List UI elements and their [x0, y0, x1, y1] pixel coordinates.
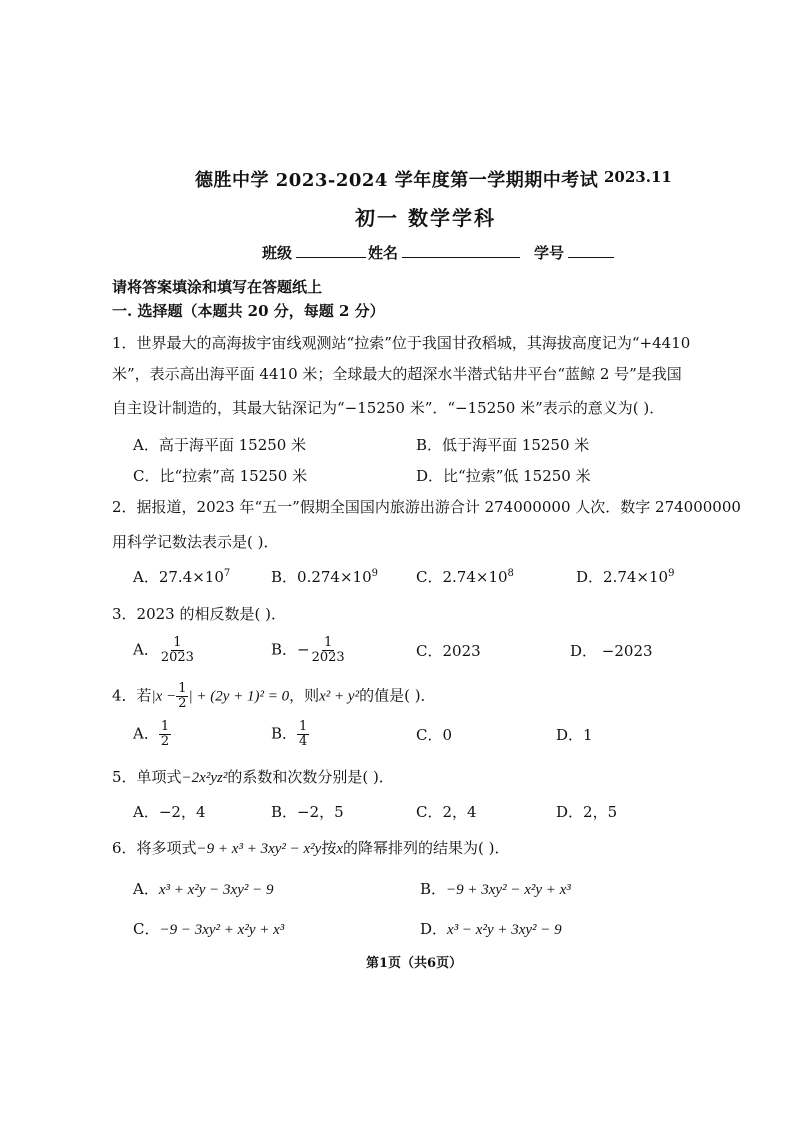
option-expression: −9 + 3xy² − x²y + x³	[446, 882, 571, 898]
q4-option-c[interactable]: C．0	[416, 726, 453, 744]
option-label: B．	[420, 880, 447, 898]
class-field[interactable]	[262, 242, 370, 263]
instruction: 请将答案填涂和填写在答题纸上	[112, 278, 323, 296]
q4-option-b[interactable]	[271, 720, 309, 749]
fraction	[176, 682, 188, 711]
q5-option-b[interactable]: B．−2，5	[271, 803, 344, 821]
fraction	[159, 636, 196, 665]
q3-option-d[interactable]: D． −2023	[570, 642, 653, 660]
q5-option-c[interactable]: C．2，4	[416, 803, 477, 821]
q4-prefix: 4．若	[112, 686, 152, 705]
option-label: A．	[133, 640, 159, 659]
number-label: 学号	[534, 244, 565, 262]
q4-option-d[interactable]: D．1	[556, 726, 593, 744]
fraction	[297, 720, 309, 749]
q1-stem-line2: 米”，表示高出海平面 4410 米；全球最大的超深水半潜式钻井平台“蓝鲸 2 号”是我国	[112, 365, 682, 383]
option-label: A．	[133, 724, 159, 743]
denominator: 2	[160, 734, 170, 749]
option-expression: x³ + x²y − 3xy² − 9	[158, 882, 274, 898]
q4-suffix: 的值是( )．	[359, 686, 436, 705]
option-label: B．	[271, 568, 298, 586]
q5-suffix: 的系数和次数分别是( )．	[227, 768, 394, 786]
q6-prefix: 6．将多项式	[112, 839, 197, 857]
q5-monomial: −2x²yz²	[181, 770, 228, 786]
q1-stem-line3: 自主设计制造的，其最大钻深记为“−15250 米”．“−15250 米”表示的意义为( )．	[112, 399, 665, 417]
q6-stem	[112, 837, 510, 858]
name-label: 姓名	[368, 244, 399, 262]
name-blank[interactable]	[402, 243, 520, 258]
q2-stem-line1: 2．据报道，2023 年“五一”假期全国国内旅游出游合计 274000000 人次．数字 274000000	[112, 498, 741, 516]
option-label: C．	[416, 568, 443, 586]
option-exponent: 7	[223, 568, 231, 579]
section-heading: 一. 选择题（本题共 20 分，每题 2 分）	[112, 302, 385, 320]
numerator: 1	[299, 719, 308, 734]
option-expression: −9 − 3xy² + x²y + x³	[159, 922, 285, 938]
q1-option-b[interactable]: B．低于海平面 15250 米	[416, 436, 590, 454]
option-label: D．	[576, 568, 604, 586]
fraction	[310, 636, 347, 665]
numerator: 1	[178, 681, 187, 696]
minus-sign: −	[297, 640, 310, 659]
option-base: 0.274×10	[297, 568, 372, 586]
page-footer: 第1页（共6页）	[366, 956, 463, 971]
denominator: 2023	[311, 650, 345, 665]
option-exponent: 9	[668, 568, 675, 579]
fraction	[159, 720, 171, 749]
q1-option-a[interactable]: A．高于海平面 15250 米	[133, 436, 307, 454]
q3-option-a[interactable]	[133, 636, 196, 665]
denominator: 2	[178, 696, 187, 711]
q1-option-d[interactable]: D．比“拉索”低 15250 米	[416, 467, 591, 485]
q2-stem-line2: 用科学记数法表示是( )．	[112, 533, 279, 551]
option-label: B．	[271, 640, 298, 659]
option-exponent: 8	[507, 568, 514, 579]
exam-date: 2023.11	[604, 168, 672, 186]
q4-expr-square: | + (2y + 1)² = 0	[188, 688, 290, 705]
option-base: 2.74×10	[442, 568, 508, 586]
option-label: A．	[133, 568, 159, 586]
exam-title: 德胜中学 2023-2024 学年度第一学期期中考试	[195, 170, 599, 191]
q4-expr-sum: x² + y²	[319, 688, 360, 705]
class-blank[interactable]	[296, 243, 366, 258]
option-label: D．	[420, 920, 448, 938]
option-expression: x³ − x²y + 3xy² − 9	[447, 922, 562, 938]
number-blank[interactable]	[568, 243, 614, 258]
q2-option-c[interactable]	[416, 566, 514, 587]
q4-option-a[interactable]	[133, 720, 171, 749]
option-label: C．	[133, 920, 160, 938]
denominator: 4	[299, 734, 308, 749]
q1-stem-line1: 1．世界最大的高海拔宇宙线观测站“拉索”位于我国甘孜稻城，其海拔高度记为“+4410	[112, 334, 691, 352]
q6-option-a[interactable]	[133, 878, 274, 899]
q5-stem	[112, 766, 394, 787]
q5-option-d[interactable]: D．2，5	[556, 803, 618, 821]
q3-option-c[interactable]: C．2023	[416, 642, 481, 660]
q6-variable: x	[336, 841, 344, 857]
numerator: 1	[324, 635, 333, 650]
option-label: A．	[133, 880, 159, 898]
q6-option-d[interactable]	[420, 918, 562, 939]
option-base: 27.4×10	[158, 568, 224, 586]
q3-option-b[interactable]	[271, 636, 347, 665]
numerator: 1	[173, 635, 182, 650]
q5-prefix: 5．单项式	[112, 768, 182, 786]
q4-expr-abs: |x −	[151, 688, 177, 705]
option-label: B．	[271, 724, 298, 743]
subject-title: 初一 数学学科	[355, 206, 496, 230]
denominator: 2023	[160, 650, 194, 665]
q5-option-a[interactable]: A．−2，4	[133, 803, 206, 821]
q2-option-a[interactable]	[133, 566, 230, 587]
q6-suffix: 的降幂排列的结果为( )．	[343, 839, 510, 857]
numerator: 1	[160, 719, 170, 734]
q6-option-b[interactable]	[420, 878, 571, 899]
q6-option-c[interactable]	[133, 918, 284, 939]
q2-option-b[interactable]	[271, 566, 378, 587]
option-base: 2.74×10	[603, 568, 669, 586]
q4-stem	[112, 682, 436, 711]
q2-option-d[interactable]	[576, 566, 674, 587]
q4-mid: ，则	[289, 686, 320, 705]
q3-stem: 3．2023 的相反数是( )．	[112, 605, 286, 623]
class-label: 班级	[262, 244, 293, 262]
option-exponent: 9	[371, 568, 379, 579]
q6-mid: 按	[321, 839, 337, 857]
q1-option-c[interactable]: C．比“拉索”高 15250 米	[133, 467, 308, 485]
student-number-field[interactable]	[534, 242, 618, 263]
q6-polynomial: −9 + x³ + 3xy² − x²y	[196, 841, 322, 857]
name-field[interactable]	[368, 242, 524, 263]
